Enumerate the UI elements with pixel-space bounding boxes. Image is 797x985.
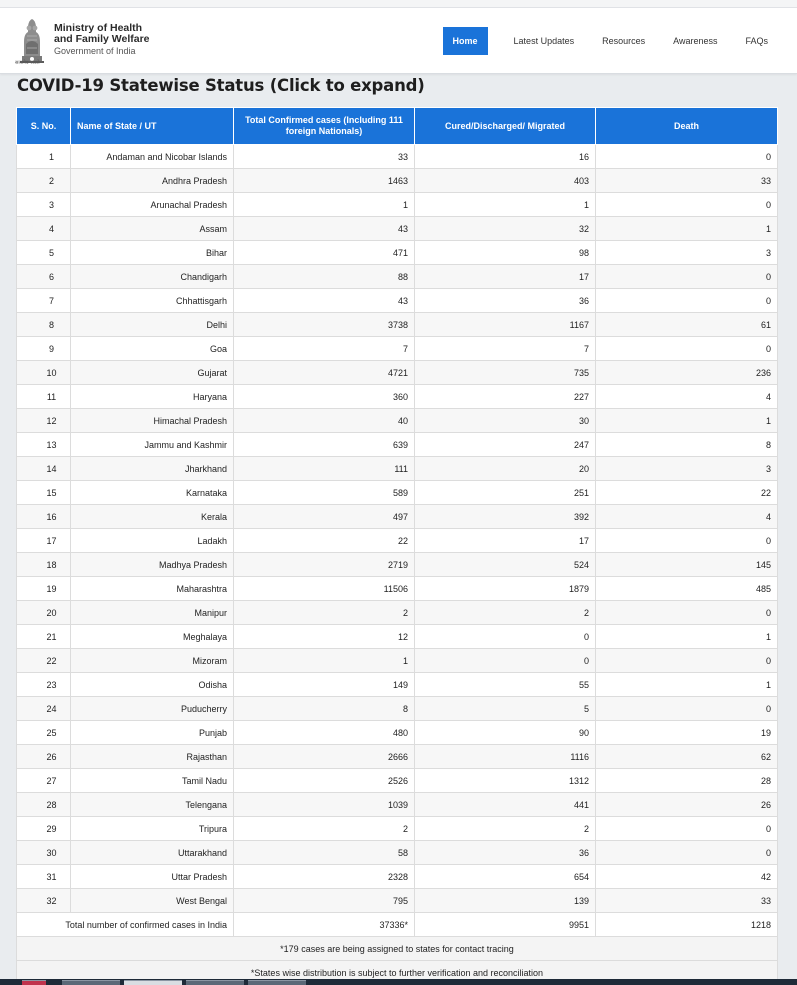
cell-sno: 12 <box>17 409 71 433</box>
cell-sno: 10 <box>17 361 71 385</box>
cell-state-name: Mizoram <box>71 649 234 673</box>
cell-cured: 524 <box>415 553 596 577</box>
cell-state-name: Uttar Pradesh <box>71 865 234 889</box>
cell-death: 4 <box>596 385 778 409</box>
cell-sno: 11 <box>17 385 71 409</box>
cell-cured: 0 <box>415 649 596 673</box>
cell-confirmed: 2526 <box>234 769 415 793</box>
total-confirmed: 37336* <box>234 913 415 937</box>
cell-sno: 8 <box>17 313 71 337</box>
cell-sno: 5 <box>17 241 71 265</box>
cell-death: 28 <box>596 769 778 793</box>
cell-cured: 36 <box>415 289 596 313</box>
cell-sno: 18 <box>17 553 71 577</box>
statewise-status-title[interactable]: COVID-19 Statewise Status (Click to expand) <box>17 76 425 95</box>
cell-confirmed: 111 <box>234 457 415 481</box>
cell-state-name: Manipur <box>71 601 234 625</box>
cell-death: 145 <box>596 553 778 577</box>
cell-sno: 4 <box>17 217 71 241</box>
cell-state-name: Punjab <box>71 721 234 745</box>
table-row[interactable] <box>17 169 778 193</box>
table-row[interactable] <box>17 241 778 265</box>
table-row[interactable] <box>17 313 778 337</box>
cell-state-name: Kerala <box>71 505 234 529</box>
nav-home[interactable]: Home <box>443 27 488 55</box>
cell-death: 0 <box>596 817 778 841</box>
cell-sno: 7 <box>17 289 71 313</box>
cell-state-name: Ladakh <box>71 529 234 553</box>
cell-confirmed: 33 <box>234 145 415 169</box>
cell-cured: 0 <box>415 625 596 649</box>
cell-cured: 36 <box>415 841 596 865</box>
cell-death: 4 <box>596 505 778 529</box>
cell-sno: 15 <box>17 481 71 505</box>
cell-sno: 24 <box>17 697 71 721</box>
main-nav <box>443 27 776 55</box>
table-row[interactable] <box>17 289 778 313</box>
cell-confirmed: 2328 <box>234 865 415 889</box>
cell-death: 33 <box>596 889 778 913</box>
cell-death: 19 <box>596 721 778 745</box>
cell-cured: 5 <box>415 697 596 721</box>
cell-death: 0 <box>596 337 778 361</box>
table-row[interactable] <box>17 841 778 865</box>
cell-confirmed: 2 <box>234 601 415 625</box>
cell-sno: 2 <box>17 169 71 193</box>
total-label: Total number of confirmed cases in India <box>17 913 234 937</box>
cell-state-name: Odisha <box>71 673 234 697</box>
cell-sno: 17 <box>17 529 71 553</box>
table-row[interactable] <box>17 433 778 457</box>
cell-death: 1 <box>596 217 778 241</box>
table-row[interactable] <box>17 409 778 433</box>
cell-death: 0 <box>596 289 778 313</box>
table-row[interactable] <box>17 793 778 817</box>
cell-state-name: Andaman and Nicobar Islands <box>71 145 234 169</box>
cell-confirmed: 11506 <box>234 577 415 601</box>
cell-cured: 1167 <box>415 313 596 337</box>
cell-death: 26 <box>596 793 778 817</box>
cell-cured: 2 <box>415 817 596 841</box>
cell-state-name: Gujarat <box>71 361 234 385</box>
cell-cured: 98 <box>415 241 596 265</box>
table-row[interactable] <box>17 193 778 217</box>
cell-confirmed: 4721 <box>234 361 415 385</box>
cell-sno: 28 <box>17 793 71 817</box>
cell-state-name: Haryana <box>71 385 234 409</box>
cell-confirmed: 8 <box>234 697 415 721</box>
cell-cured: 139 <box>415 889 596 913</box>
taskbar-button[interactable] <box>22 980 46 985</box>
cell-sno: 19 <box>17 577 71 601</box>
cell-sno: 14 <box>17 457 71 481</box>
cell-state-name: Jharkhand <box>71 457 234 481</box>
cell-death: 0 <box>596 697 778 721</box>
cell-sno: 20 <box>17 601 71 625</box>
cell-state-name: Delhi <box>71 313 234 337</box>
cell-cured: 1 <box>415 193 596 217</box>
cell-state-name: Meghalaya <box>71 625 234 649</box>
cell-state-name: Madhya Pradesh <box>71 553 234 577</box>
cell-death: 0 <box>596 601 778 625</box>
cell-state-name: Andhra Pradesh <box>71 169 234 193</box>
cell-cured: 17 <box>415 265 596 289</box>
table-row[interactable] <box>17 385 778 409</box>
header-confirmed: Total Confirmed cases (Including 111 foreign Nationals) <box>234 108 415 145</box>
cell-cured: 1879 <box>415 577 596 601</box>
ministry-name-line2: and Family Welfare <box>54 33 150 45</box>
cell-confirmed: 360 <box>234 385 415 409</box>
cell-state-name: Rajasthan <box>71 745 234 769</box>
cell-confirmed: 43 <box>234 217 415 241</box>
cell-death: 485 <box>596 577 778 601</box>
cell-cured: 55 <box>415 673 596 697</box>
cell-state-name: Uttarakhand <box>71 841 234 865</box>
taskbar-button[interactable] <box>124 980 182 985</box>
table-row[interactable] <box>17 481 778 505</box>
cell-state-name: Assam <box>71 217 234 241</box>
cell-state-name: West Bengal <box>71 889 234 913</box>
cell-confirmed: 58 <box>234 841 415 865</box>
government-of-india-label: Government of India <box>54 46 136 56</box>
cell-cured: 441 <box>415 793 596 817</box>
cell-death: 236 <box>596 361 778 385</box>
cell-death: 61 <box>596 313 778 337</box>
cell-cured: 16 <box>415 145 596 169</box>
table-row[interactable] <box>17 745 778 769</box>
cell-state-name: Himachal Pradesh <box>71 409 234 433</box>
cell-sno: 1 <box>17 145 71 169</box>
cell-sno: 30 <box>17 841 71 865</box>
cell-confirmed: 795 <box>234 889 415 913</box>
cell-cured: 17 <box>415 529 596 553</box>
cell-state-name: Tripura <box>71 817 234 841</box>
cell-sno: 13 <box>17 433 71 457</box>
cell-death: 3 <box>596 241 778 265</box>
cell-confirmed: 2666 <box>234 745 415 769</box>
cell-death: 0 <box>596 649 778 673</box>
statewise-status-table <box>16 107 778 985</box>
cell-sno: 22 <box>17 649 71 673</box>
table-row[interactable] <box>17 889 778 913</box>
header-cured: Cured/Discharged/ Migrated <box>415 108 596 145</box>
total-cured: 9951 <box>415 913 596 937</box>
cell-sno: 9 <box>17 337 71 361</box>
cell-confirmed: 639 <box>234 433 415 457</box>
os-taskbar <box>0 979 797 985</box>
cell-sno: 23 <box>17 673 71 697</box>
cell-state-name: Telengana <box>71 793 234 817</box>
cell-cured: 392 <box>415 505 596 529</box>
cell-death: 42 <box>596 865 778 889</box>
table-row[interactable] <box>17 265 778 289</box>
nav-faqs[interactable]: FAQs <box>745 36 768 46</box>
nav-resources[interactable]: Resources <box>602 36 646 46</box>
cell-state-name: Tamil Nadu <box>71 769 234 793</box>
table-row[interactable] <box>17 625 778 649</box>
cell-death: 22 <box>596 481 778 505</box>
taskbar-button[interactable] <box>62 980 120 985</box>
cell-death: 1 <box>596 409 778 433</box>
table-row[interactable] <box>17 457 778 481</box>
cell-confirmed: 40 <box>234 409 415 433</box>
header-death: Death <box>596 108 778 145</box>
statewise-table-container <box>16 107 777 985</box>
cell-sno: 27 <box>17 769 71 793</box>
cell-death: 1 <box>596 673 778 697</box>
table-row[interactable] <box>17 577 778 601</box>
cell-sno: 21 <box>17 625 71 649</box>
cell-cured: 403 <box>415 169 596 193</box>
cell-confirmed: 1 <box>234 193 415 217</box>
cell-state-name: Arunachal Pradesh <box>71 193 234 217</box>
note-row <box>17 937 778 961</box>
cell-sno: 29 <box>17 817 71 841</box>
cell-confirmed: 7 <box>234 337 415 361</box>
nav-latest-updates[interactable]: Latest Updates <box>513 36 575 46</box>
table-row[interactable] <box>17 601 778 625</box>
cell-state-name: Chandigarh <box>71 265 234 289</box>
cell-death: 3 <box>596 457 778 481</box>
table-row[interactable] <box>17 145 778 169</box>
total-death: 1218 <box>596 913 778 937</box>
cell-state-name: Puducherry <box>71 697 234 721</box>
cell-state-name: Chhattisgarh <box>71 289 234 313</box>
cell-sno: 25 <box>17 721 71 745</box>
cell-sno: 3 <box>17 193 71 217</box>
cell-confirmed: 43 <box>234 289 415 313</box>
cell-cured: 2 <box>415 601 596 625</box>
table-row[interactable] <box>17 529 778 553</box>
cell-confirmed: 12 <box>234 625 415 649</box>
cell-sno: 16 <box>17 505 71 529</box>
table-row[interactable] <box>17 553 778 577</box>
table-row[interactable] <box>17 769 778 793</box>
taskbar-button[interactable] <box>186 980 244 985</box>
cell-confirmed: 1 <box>234 649 415 673</box>
taskbar-button[interactable] <box>248 980 306 985</box>
cell-confirmed: 2 <box>234 817 415 841</box>
cell-cured: 654 <box>415 865 596 889</box>
cell-sno: 6 <box>17 265 71 289</box>
cell-death: 0 <box>596 841 778 865</box>
header-sno: S. No. <box>17 108 71 145</box>
cell-confirmed: 88 <box>234 265 415 289</box>
table-header-row <box>17 108 778 145</box>
cell-cured: 735 <box>415 361 596 385</box>
cell-confirmed: 589 <box>234 481 415 505</box>
table-row[interactable] <box>17 505 778 529</box>
cell-cured: 1116 <box>415 745 596 769</box>
cell-confirmed: 497 <box>234 505 415 529</box>
browser-top-strip <box>0 0 797 8</box>
cell-cured: 20 <box>415 457 596 481</box>
site-header <box>0 8 797 74</box>
table-body <box>17 145 778 985</box>
cell-confirmed: 1039 <box>234 793 415 817</box>
cell-death: 8 <box>596 433 778 457</box>
table-row[interactable] <box>17 673 778 697</box>
ministry-name-line1: Ministry of Health <box>54 22 143 34</box>
cell-confirmed: 149 <box>234 673 415 697</box>
cell-state-name: Karnataka <box>71 481 234 505</box>
total-row <box>17 913 778 937</box>
cell-cured: 30 <box>415 409 596 433</box>
cell-sno: 31 <box>17 865 71 889</box>
cell-death: 1 <box>596 625 778 649</box>
cell-death: 62 <box>596 745 778 769</box>
cell-cured: 90 <box>415 721 596 745</box>
cell-cured: 1312 <box>415 769 596 793</box>
cell-state-name: Maharashtra <box>71 577 234 601</box>
cell-death: 0 <box>596 265 778 289</box>
cell-confirmed: 3738 <box>234 313 415 337</box>
table-row[interactable] <box>17 817 778 841</box>
cell-sno: 32 <box>17 889 71 913</box>
cell-confirmed: 2719 <box>234 553 415 577</box>
emblem-caption: सत्यमेव जयते <box>15 60 40 66</box>
cell-confirmed: 22 <box>234 529 415 553</box>
table-footnote: *179 cases are being assigned to states for contact tracing <box>17 937 778 961</box>
cell-death: 33 <box>596 169 778 193</box>
table-row[interactable] <box>17 217 778 241</box>
table-row[interactable] <box>17 865 778 889</box>
nav-awareness[interactable]: Awareness <box>673 36 718 46</box>
table-footnote: *States wise distribution is subject to further verification and reconciliation <box>17 961 778 985</box>
cell-state-name: Goa <box>71 337 234 361</box>
cell-confirmed: 471 <box>234 241 415 265</box>
cell-confirmed: 480 <box>234 721 415 745</box>
cell-cured: 251 <box>415 481 596 505</box>
cell-cured: 227 <box>415 385 596 409</box>
table-row[interactable] <box>17 361 778 385</box>
cell-death: 0 <box>596 529 778 553</box>
cell-state-name: Jammu and Kashmir <box>71 433 234 457</box>
table-row[interactable] <box>17 697 778 721</box>
cell-state-name: Bihar <box>71 241 234 265</box>
cell-cured: 32 <box>415 217 596 241</box>
table-row[interactable] <box>17 721 778 745</box>
cell-cured: 7 <box>415 337 596 361</box>
cell-sno: 26 <box>17 745 71 769</box>
ministry-logo-text[interactable] <box>54 23 150 57</box>
cell-death: 0 <box>596 193 778 217</box>
cell-confirmed: 1463 <box>234 169 415 193</box>
table-row[interactable] <box>17 649 778 673</box>
cell-death: 0 <box>596 145 778 169</box>
cell-cured: 247 <box>415 433 596 457</box>
table-row[interactable] <box>17 337 778 361</box>
header-state-name: Name of State / UT <box>71 108 234 145</box>
